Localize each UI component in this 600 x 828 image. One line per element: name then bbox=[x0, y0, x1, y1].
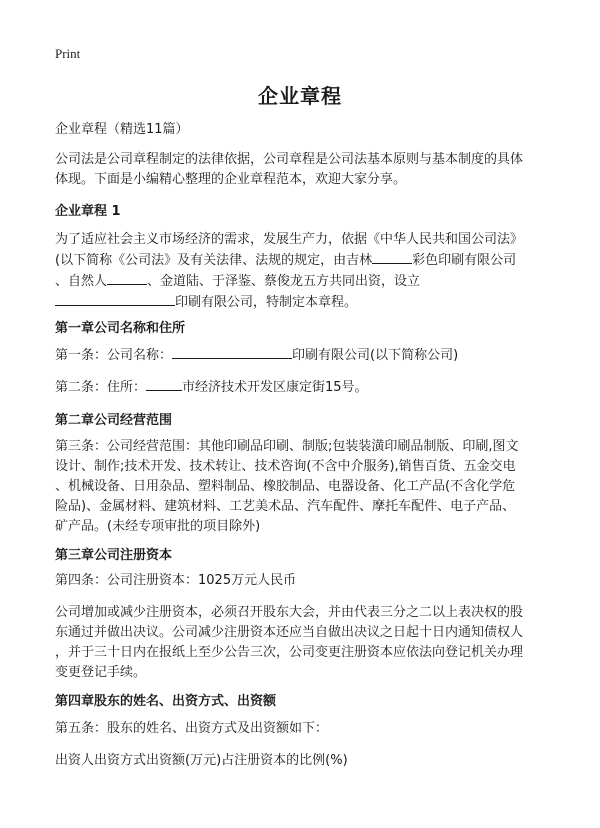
chapter3-paragraph bbox=[55, 603, 550, 683]
section1-text: 、自然人 bbox=[55, 274, 108, 289]
chapter-heading: 第二章公司经营范围 bbox=[55, 413, 173, 428]
article-text: 市经济技术开发区康定街15号。 bbox=[182, 380, 368, 395]
section1-text: 彩色印刷有限公司 bbox=[412, 253, 517, 268]
article-text: 第二条：住所： bbox=[55, 380, 147, 395]
section1-text: 、金道陆、于泽鉴、蔡俊龙五方共同出资，设立 bbox=[147, 274, 421, 289]
document-title: 企业章程 bbox=[258, 84, 342, 108]
intro-line: 体现。下面是小编精心整理的企业章程范本，欢迎大家分享。 bbox=[55, 172, 407, 187]
article-line: 第四条：公司注册资本：1025万元人民币 bbox=[55, 573, 297, 588]
chapter2-line: 险品)、金属材料、建筑材料、工艺美术品、汽车配件、摩托车配件、电子产品、 bbox=[55, 499, 516, 514]
chapter2-line: 第三条：公司经营范围：其他印刷品印刷、制版;包装装潢印刷品制版、印刷,图文 bbox=[55, 439, 519, 454]
article-text: 第一条：公司名称： bbox=[55, 348, 173, 363]
chapter2-line: 、机械设备、日用杂品、塑料制品、橡胶制品、电器设备、化工产品(不含化学危 bbox=[55, 479, 516, 494]
chapter3-line: 变更登记手续。 bbox=[55, 665, 147, 680]
chapter-heading: 第一章公司名称和住所 bbox=[55, 321, 186, 336]
chapter2-paragraph bbox=[55, 437, 550, 537]
article-line bbox=[55, 345, 550, 366]
blank-field bbox=[55, 292, 175, 306]
blank-field bbox=[146, 377, 182, 391]
chapter3-line: 东通过并做出决议。公司减少注册资本还应当自做出决议之日起十日内通知债权人 bbox=[55, 625, 524, 640]
section1-text: (以下简称《公司法》及有关法律、法规的规定，由吉林 bbox=[55, 253, 373, 268]
intro-line: 公司法是公司章程制定的法律依据，公司章程是公司法基本原则与基本制度的具体 bbox=[55, 152, 524, 167]
section-heading: 企业章程 1 bbox=[55, 204, 121, 219]
document-subtitle: 企业章程（精选11篇） bbox=[55, 122, 189, 137]
section1-line bbox=[55, 292, 550, 313]
print-link[interactable]: Print bbox=[55, 46, 81, 61]
section1-paragraph bbox=[55, 230, 550, 313]
section1-text: 印刷有限公司，特制定本章程。 bbox=[175, 295, 358, 310]
section1-line bbox=[55, 250, 550, 271]
blank-field bbox=[107, 271, 147, 285]
intro-paragraph bbox=[55, 150, 550, 190]
article-line: 第五条：股东的姓名、出资方式及出资额如下： bbox=[55, 721, 329, 736]
chapter-heading: 第三章公司注册资本 bbox=[55, 548, 173, 563]
table-header-line: 出资人出资方式出资额(万元)占注册资本的比例(%) bbox=[55, 753, 348, 768]
article-line bbox=[55, 377, 550, 398]
section1-line: 为了适应社会主义市场经济的需求，发展生产力，依据《中华人民共和国公司法》 bbox=[55, 232, 524, 247]
chapter2-line: 设计、制作;技术开发、技术转让、技术咨询(不含中介服务),销售百货、五金交电 bbox=[55, 459, 516, 474]
section1-line bbox=[55, 271, 550, 292]
chapter3-line: ，并于三十日内在报纸上至少公告三次，公司变更注册资本应依法向登记机关办理 bbox=[55, 645, 524, 660]
chapter2-line: 矿产品。(未经专项审批的项目除外) bbox=[55, 519, 261, 534]
blank-field bbox=[372, 250, 412, 264]
chapter3-line: 公司增加或减少注册资本，必须召开股东大会，并由代表三分之二以上表决权的股 bbox=[55, 605, 524, 620]
article-text: 印刷有限公司(以下简称公司) bbox=[292, 348, 459, 363]
blank-field bbox=[172, 345, 292, 359]
chapter-heading: 第四章股东的姓名、出资方式、出资额 bbox=[55, 694, 277, 709]
